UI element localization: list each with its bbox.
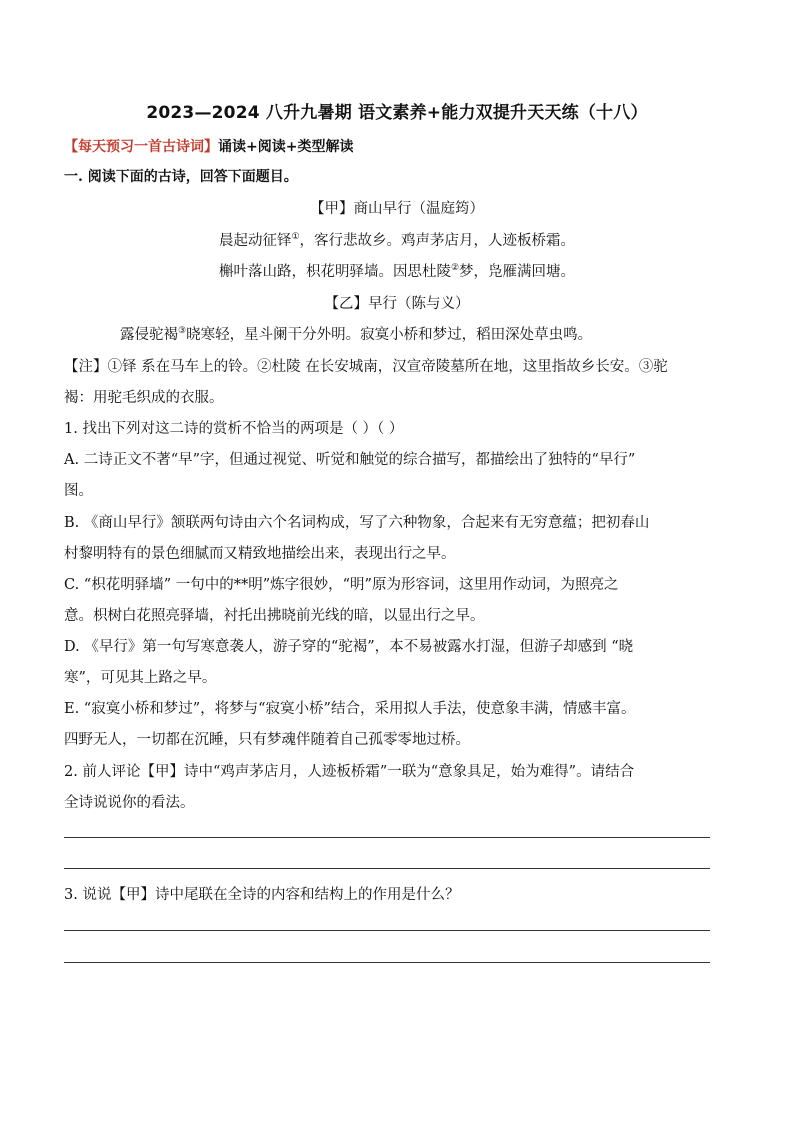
note-line-2: 褐：用驼毛织成的衣服。 — [64, 390, 224, 406]
poem-text: 露侵驼褐 — [120, 327, 178, 343]
footnote-marker: ③ — [178, 326, 187, 337]
daily-preview-topics: 诵读+阅读+类型解读 — [218, 139, 354, 155]
poem-jia-title: 【甲】商山早行（温庭筠） — [310, 201, 484, 217]
question-3: 3. 说说【甲】诗中尾联在全诗的内容和结构上的作用是什么？ — [64, 887, 460, 903]
poem-text: 晨起动征铎 — [218, 233, 292, 249]
section-heading: 一. 阅读下面的古诗，回答下面题目。 — [64, 169, 298, 185]
daily-preview-heading — [64, 136, 353, 156]
answer-line[interactable] — [64, 868, 710, 869]
option-a-line-1: A. 二诗正文不著“早”字，但通过视觉、听觉和触觉的综合描写，都描绘出了独特的“早行” — [64, 452, 636, 468]
footnote-marker: ② — [450, 263, 460, 274]
poem-text: 晓寒轻，星斗阑干分外明。寂寞小桥和梦过，稻田深处草虫鸣。 — [186, 327, 593, 343]
poem-jia-line-1 — [0, 229, 794, 250]
poem-text: 梦，凫雁满回塘。 — [459, 264, 576, 280]
question-2-line-2: 全诗说说你的看法。 — [64, 795, 195, 811]
option-d-line-1: D. 《早行》第一句写寒意袭人，游子穿的“驼褐”，本不易被露水打湿，但游子却感到 “晓 — [64, 639, 634, 655]
poem-yi-title: 【乙】早行（陈与义） — [324, 296, 470, 312]
option-b-line-1: B. 《商山早行》颔联两句诗由六个名词构成，写了六种物象，合起来有无穷意蕴；把初春山 — [64, 515, 650, 531]
answer-line[interactable] — [64, 962, 710, 963]
answer-line[interactable] — [64, 930, 710, 931]
option-d-line-2: 寒”，可见其上路之早。 — [64, 670, 217, 686]
answer-line[interactable] — [64, 837, 710, 838]
poem-text: ，客行悲故乡。鸡声茅店月，人迹板桥霜。 — [299, 233, 576, 249]
option-a-line-2: 图。 — [64, 483, 93, 499]
option-c-line-1: C. “枳花明驿墙” 一句中的**明”炼字很妙，“明”原为形容词，这里用作动词，为照亮之 — [64, 577, 619, 593]
option-b-line-2: 村黎明特有的景色细腻而又精致地描绘出来，表现出行之早。 — [64, 546, 456, 562]
poem-text: 槲叶落山路，枳花明驿墙。因思杜陵 — [218, 264, 451, 280]
page-title: 2023—2024 八升九暑期 语文素养+能力双提升天天练（十八） — [146, 103, 648, 123]
question-1-stem: 1. 找出下列对这二诗的赏析不恰当的两项是（ ）（ ） — [64, 421, 404, 437]
daily-preview-label: 【每天预习一首古诗词】 — [64, 139, 218, 155]
option-c-line-2: 意。枳树白花照亮驿墙，衬托出拂晓前光线的暗，以显出行之早。 — [64, 608, 485, 624]
option-e-line-1: E. “寂寞小桥和梦过”，将梦与“寂寞小桥”结合，采用拟人手法，使意象丰满，情感丰富。 — [64, 701, 636, 717]
poem-jia-line-2 — [0, 260, 794, 281]
note-line-1: 【注】①铎 系在马车上的铃。②杜陵 在长安城南，汉宣帝陵墓所在地，这里指故乡长安。③驼 — [64, 359, 668, 375]
option-e-line-2: 四野无人，一切都在沉睡，只有梦魂伴随着自己孤零零地过桥。 — [64, 732, 470, 748]
footnote-marker: ① — [291, 232, 300, 243]
question-2-line-1: 2. 前人评论【甲】诗中“鸡声茅店月，人迹板桥霜”一联为“意象具足，始为难得”。请结合 — [64, 764, 635, 780]
poem-yi-line — [120, 323, 592, 344]
